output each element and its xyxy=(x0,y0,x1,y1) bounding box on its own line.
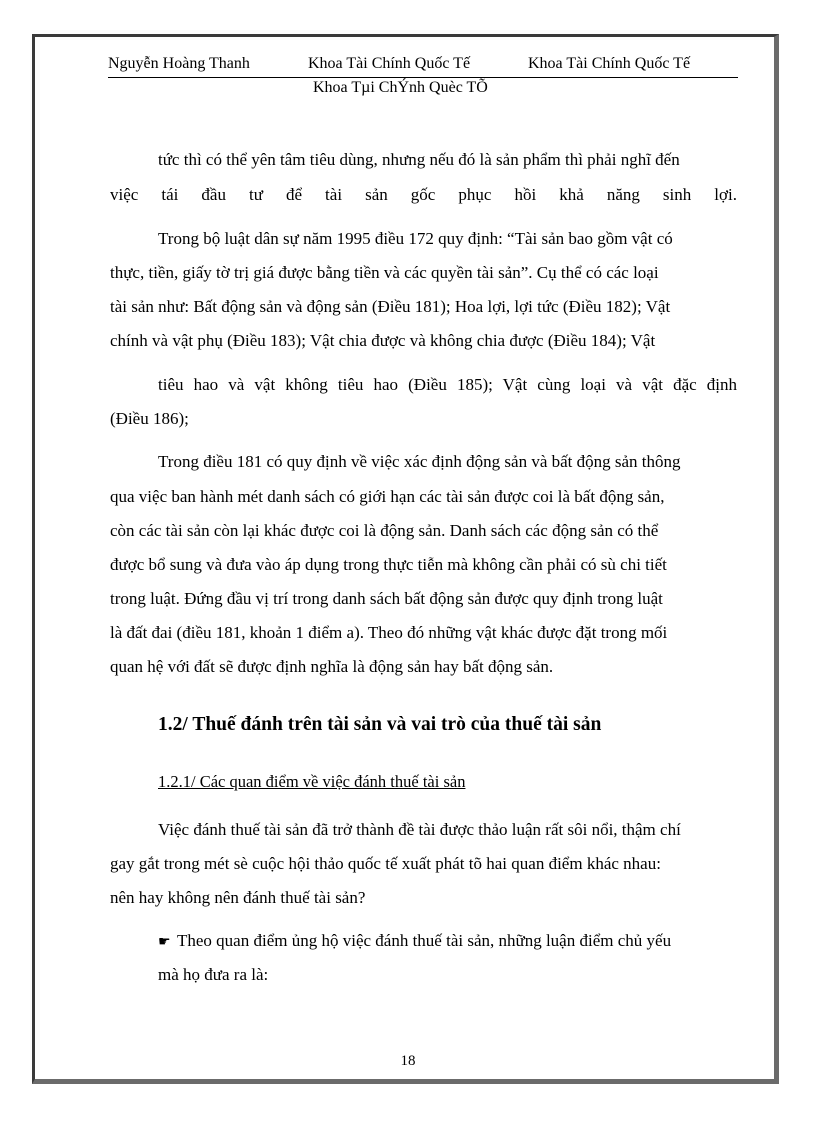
body-line: tức thì có thể yên tâm tiêu dùng, nhưng nếu đó là sản phẩm thì phải nghĩ đến xyxy=(158,150,680,169)
header-author: Nguyễn Hoàng Thanh xyxy=(108,55,250,72)
body-line: chính và vật phụ (Điều 183); Vật chia được và không chia được (Điều 184); Vật xyxy=(110,331,656,350)
header-garbled-line: Khoa Tµi ChÝnh Quèc TÕ xyxy=(313,79,488,96)
body-line: trong luật. Đứng đầu vị trí trong danh sách bất động sản được quy định trong luật xyxy=(110,589,663,608)
section-heading: 1.2/ Thuế đánh trên tài sản và vai trò của thuế tài sản xyxy=(158,714,602,735)
body-line: gay gắt trong mét sè cuộc hội thảo quốc tế xuất phát tõ hai quan điểm khác nhau: xyxy=(110,854,661,873)
body-line: mà họ đưa ra là: xyxy=(158,965,269,984)
page-number: 18 xyxy=(400,1053,416,1069)
body-line: tiêu hao và vật không tiêu hao (Điều 185); Vật cùng loại và vật đặc định xyxy=(158,375,737,394)
bullet-line xyxy=(158,931,671,953)
pointing-hand-icon: ☛ xyxy=(158,935,171,950)
body-line: việc tái đầu tư để tài sản gốc phục hồi khả năng sinh lợi. xyxy=(110,185,737,204)
body-line: là đất đai (điều 181, khoản 1 điểm a). Theo đó những vật khác được đặt trong mối xyxy=(110,623,668,642)
body-line: Việc đánh thuế tài sản đã trở thành đề tài được thảo luận rất sôi nổi, thậm chí xyxy=(158,820,681,839)
body-line: qua việc ban hành mét danh sách có giới hạn các tài sản được coi là bất động sản, xyxy=(110,487,665,506)
header-department-2: Khoa Tài Chính Quốc Tế xyxy=(528,55,691,72)
subsection-heading: 1.2.1/ Các quan điểm về việc đánh thuế tài sản xyxy=(158,772,466,791)
body-line: quan hệ với đất sẽ được định nghĩa là động sản hay bất động sản. xyxy=(110,657,554,676)
header-department-1: Khoa Tài Chính Quốc Tế xyxy=(308,55,471,72)
header-rule xyxy=(108,77,738,78)
body-line: nên hay không nên đánh thuế tài sản? xyxy=(110,888,366,907)
body-line: thực, tiền, giấy tờ trị giá được bằng tiền và các quyền tài sản”. Cụ thể có các loại xyxy=(110,263,659,282)
body-line: Trong bộ luật dân sự năm 1995 điều 172 quy định: “Tài sản bao gồm vật có xyxy=(158,229,673,248)
body-line: được bổ sung và đưa vào áp dụng trong thực tiễn mà không cần phải có sù chi tiết xyxy=(110,555,667,574)
body-line: tài sản như: Bất động sản và động sản (Điều 181); Hoa lợi, lợi tức (Điều 182); Vật xyxy=(110,297,671,316)
body-line: Trong điều 181 có quy định về việc xác định động sản và bất động sản thông xyxy=(158,452,681,471)
body-line: (Điều 186); xyxy=(110,409,189,428)
body-line: còn các tài sản còn lại khác được coi là động sản. Danh sách các động sản có thể xyxy=(110,521,659,540)
bullet-text: Theo quan điểm ủng hộ việc đánh thuế tài sản, những luận điểm chủ yếu xyxy=(177,931,672,950)
